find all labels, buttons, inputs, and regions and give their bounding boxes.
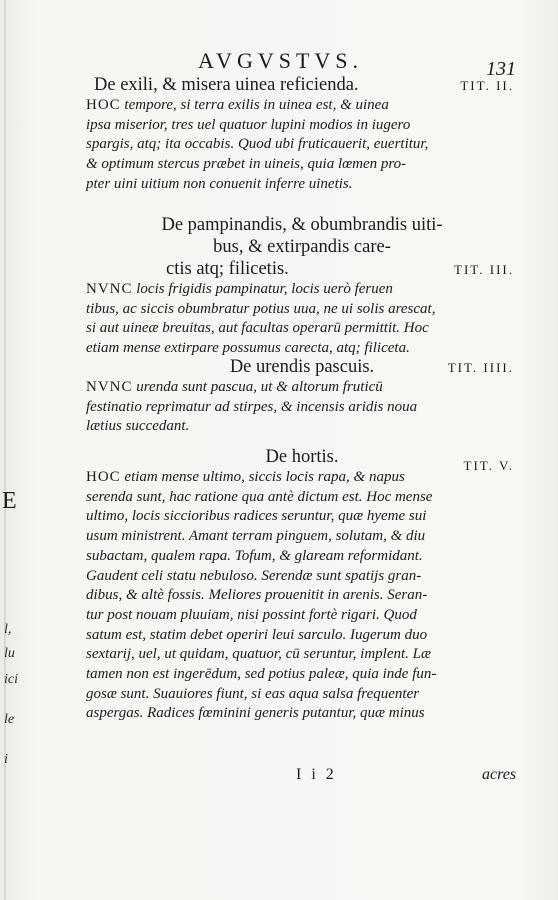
text-line: subactam, qualem rapa. Tofum, & glaream reformidant. [86,547,423,564]
text-line: festinatio reprimatur ad stirpes, & incensis aridis noua [86,398,418,415]
margin-fragment: le [4,712,15,727]
text-line: tempore, si terra exilis in uinea est, & uinea [120,97,389,113]
margin-fragment: i [4,752,8,767]
section-heading: bus, & extirpandis care- [213,237,391,257]
signature-mark: I i 2 [296,766,337,783]
text-line: lætius succedant. [86,418,190,435]
lead-word: NVNC [86,281,133,297]
title-number: TIT. III. [454,262,514,277]
margin-fragment: l, [4,622,12,637]
section-tit-5 [86,446,518,724]
text-line: etiam mense extirpare possumus carecta, atq; filiceta. [86,340,410,357]
section-heading: De pampinandis, & obumbrandis uiti- [161,215,443,235]
text-line: sextarij, uel, ut quidam, quatuor, cū seruntur, implent. Læ [86,646,431,663]
margin-fragment: lu [4,646,15,661]
page-number: 131 [486,58,516,80]
text-line: tur post nouam pluuiam, nisi possint fortè rigari. Quod [86,606,417,623]
section-tit-2 [86,74,518,195]
text-line: ipsa miserior, tres uel quatuor lupini modios in iugero [86,116,411,133]
lead-word: NVNC [86,379,133,395]
text-line: ultimo, locis siccioribus radices seruntur, quæ hyeme sui [86,508,427,525]
section-tit-3 [86,214,518,359]
margin-fragment: ici [4,672,18,687]
text-line: serenda sunt, hac ratione qua antè dictum est. Hoc mense [86,488,433,505]
text-line: urenda sunt pascua, ut & altorum fruticū [132,379,383,395]
title-number: TIT. II. [460,78,514,93]
text-line: satum est, statim debet operiri leui sarculo. Iugerum duo [86,626,428,643]
text-line: tamen non est ingerēdum, sed potius paleæ, quia inde fun- [86,666,437,683]
section-heading: De hortis. [265,447,339,467]
section-text [86,280,518,359]
text-line: locis frigidis pampinatur, locis uerò feruen [132,281,393,297]
running-title: AVGVSTVS. [198,48,364,73]
margin-initial: E [2,488,17,514]
title-number: TIT. V. [463,458,514,473]
text-line: aspergas. Radices fœminini generis putantur, quæ minus [86,705,425,722]
text-line: etiam mense ultimo, siccis locis rapa, & napus [120,469,405,485]
section-text [86,378,518,437]
section-heading: De urendis pascuis. [229,357,375,377]
text-line: tibus, ac siccis obumbratur potius uua, ne ui solis arescat, [86,300,436,317]
section-text [86,96,518,195]
catchword: acres [482,766,517,783]
text-line: Gaudent celi statu nebuloso. Serendæ sunt spatijs gran- [86,567,422,584]
section-heading: ctis atq; filicetis. [166,259,289,279]
text-line: & optimum stercus præbet in uineis, quia lœmen pro- [86,156,407,173]
title-number: TIT. IIII. [447,360,514,375]
text-line: gosæ sunt. Suauiores fiunt, si eas aqua salsa frequenter [86,685,420,702]
text-line: pter uini uitium non conuenit inferre uinetis. [86,175,353,192]
text-line: dibus, & altè fossis. Meliores prouenitit in arenis. Seran- [86,587,428,604]
lead-word: HOC [86,97,121,113]
text-line: spargis, atq; ita occabis. Quod ubi fruticauerit, euertitur, [86,136,429,153]
text-line: si aut uineæ breuitas, aut facultas operarū permittit. Hoc [86,320,429,337]
section-heading: De exili, & misera uinea reficienda. [94,75,359,95]
text-line: usum ministrent. Amant terram pinguem, solutam, & diu [86,528,426,545]
lead-word: HOC [86,469,121,485]
section-text [86,468,518,724]
section-tit-4 [86,356,518,437]
